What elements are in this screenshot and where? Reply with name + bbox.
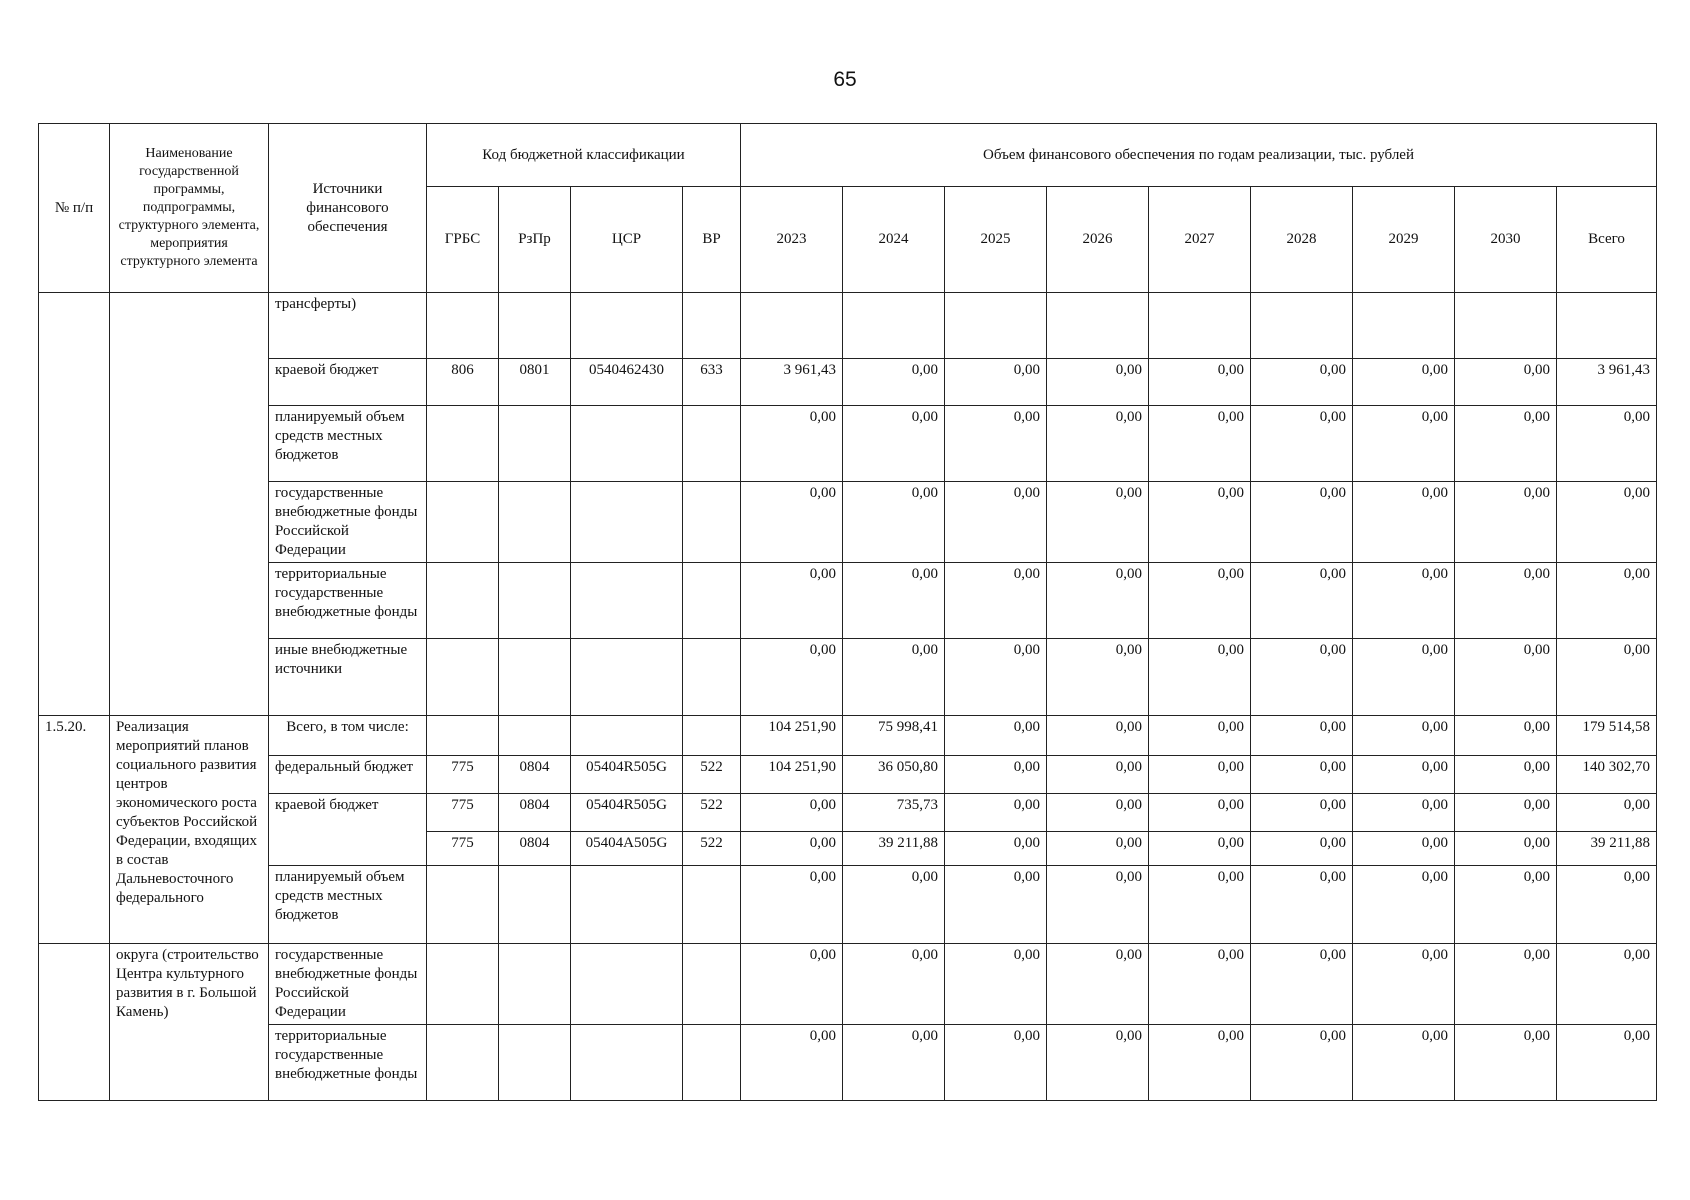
cell-value: 0,00 [945,832,1047,866]
table-row [39,406,1657,482]
cell-value: 140 302,70 [1557,756,1657,794]
cell-value: 0,00 [1251,359,1353,406]
cell-value: 0,00 [1557,482,1657,563]
cell-value: 0,00 [1149,944,1251,1025]
cell-source: трансферты) [269,293,427,359]
cell-value: 3 961,43 [1557,359,1657,406]
table-row [39,482,1657,563]
cell-value: 0,00 [843,639,945,716]
cell-rzpr: 0801 [499,359,571,406]
cell-csr [571,406,683,482]
cell-rzpr [499,563,571,639]
cell-value: 0,00 [843,866,945,944]
cell-csr [571,482,683,563]
cell-value: 0,00 [1047,794,1149,832]
cell-grbs: 775 [427,756,499,794]
cell-grbs [427,406,499,482]
cell-value: 0,00 [1251,832,1353,866]
header-num: № п/п [39,124,110,293]
cell-value: 0,00 [1251,1025,1353,1101]
cell-value [1047,293,1149,359]
cell-csr [571,944,683,1025]
cell-vr [683,482,741,563]
cell-value: 0,00 [1047,482,1149,563]
cell-value: 0,00 [1251,866,1353,944]
cell-value: 0,00 [741,1025,843,1101]
cell-value: 0,00 [945,716,1047,756]
cell-grbs [427,639,499,716]
cell-value: 0,00 [1455,866,1557,944]
cell-vr [683,639,741,716]
table-row [39,944,1657,1025]
cell-value: 0,00 [1455,359,1557,406]
cell-value: 0,00 [843,944,945,1025]
cell-source: планируемый объем средств местных бюджетов [269,866,427,944]
header-code-group: Код бюджетной классификации [427,124,741,187]
table-row [39,293,1657,359]
cell-rzpr [499,293,571,359]
cell-value [1353,293,1455,359]
cell-csr [571,716,683,756]
cell-name [110,293,269,716]
cell-value: 0,00 [1353,944,1455,1025]
cell-vr: 522 [683,832,741,866]
cell-vr: 633 [683,359,741,406]
cell-csr: 0540462430 [571,359,683,406]
header-year-2029: 2029 [1353,187,1455,293]
cell-value: 0,00 [1149,406,1251,482]
cell-value: 0,00 [945,639,1047,716]
cell-grbs: 775 [427,794,499,832]
cell-source: Всего, в том числе: [269,716,427,756]
cell-value: 0,00 [1557,639,1657,716]
cell-rzpr [499,866,571,944]
table-row [39,359,1657,406]
cell-grbs [427,293,499,359]
cell-value: 0,00 [741,944,843,1025]
cell-source: государственные внебюджетные фонды Российской Федерации [269,482,427,563]
cell-value: 0,00 [1353,406,1455,482]
cell-value: 0,00 [741,832,843,866]
cell-value: 179 514,58 [1557,716,1657,756]
header-vr: ВР [683,187,741,293]
cell-value: 0,00 [1047,639,1149,716]
header-source: Источники финансового обеспечения [269,124,427,293]
header-csr: ЦСР [571,187,683,293]
cell-value: 0,00 [1557,866,1657,944]
cell-source: государственные внебюджетные фонды Российской Федерации [269,944,427,1025]
cell-value: 0,00 [945,563,1047,639]
cell-csr [571,1025,683,1101]
cell-value [1455,293,1557,359]
cell-value: 0,00 [1251,756,1353,794]
cell-value: 0,00 [1251,794,1353,832]
cell-value: 0,00 [1251,716,1353,756]
cell-value: 0,00 [1047,406,1149,482]
cell-value: 0,00 [741,406,843,482]
cell-csr [571,866,683,944]
cell-value: 0,00 [945,359,1047,406]
budget-table [38,123,1657,1101]
cell-rzpr: 0804 [499,794,571,832]
cell-source: территориальные государственные внебюджетные фонды [269,563,427,639]
cell-value: 104 251,90 [741,716,843,756]
cell-value [843,293,945,359]
cell-vr [683,293,741,359]
cell-source: федеральный бюджет [269,756,427,794]
cell-rzpr [499,482,571,563]
cell-csr: 05404R505G [571,794,683,832]
cell-vr [683,944,741,1025]
table-row [39,794,1657,832]
cell-value: 0,00 [1047,944,1149,1025]
cell-grbs [427,866,499,944]
cell-value: 0,00 [1047,756,1149,794]
header-year-2023: 2023 [741,187,843,293]
cell-num [39,944,110,1101]
cell-value: 0,00 [1455,794,1557,832]
cell-value: 0,00 [1149,563,1251,639]
cell-value: 0,00 [1251,406,1353,482]
cell-value: 0,00 [1353,639,1455,716]
cell-value: 0,00 [1353,794,1455,832]
cell-value: 0,00 [843,563,945,639]
cell-value: 0,00 [1047,832,1149,866]
cell-value [1557,293,1657,359]
cell-value: 0,00 [1251,482,1353,563]
cell-value: 0,00 [1149,866,1251,944]
cell-value: 0,00 [1455,716,1557,756]
cell-value: 0,00 [1557,563,1657,639]
cell-value [945,293,1047,359]
cell-vr [683,716,741,756]
cell-grbs: 775 [427,832,499,866]
cell-num: 1.5.20. [39,716,110,944]
cell-value: 0,00 [1149,794,1251,832]
cell-value: 0,00 [1353,832,1455,866]
cell-value: 0,00 [741,866,843,944]
cell-value: 0,00 [1455,482,1557,563]
cell-csr: 05404A505G [571,832,683,866]
cell-rzpr: 0804 [499,832,571,866]
cell-value: 0,00 [1557,944,1657,1025]
cell-source: иные внебюджетные источники [269,639,427,716]
cell-grbs [427,716,499,756]
cell-value: 104 251,90 [741,756,843,794]
header-total: Всего [1557,187,1657,293]
cell-value: 0,00 [843,359,945,406]
cell-value: 0,00 [1047,359,1149,406]
cell-rzpr: 0804 [499,756,571,794]
cell-value: 0,00 [1455,406,1557,482]
cell-source: планируемый объем средств местных бюджетов [269,406,427,482]
cell-value: 0,00 [1455,832,1557,866]
header-volume-group: Объем финансового обеспечения по годам реализации, тыс. рублей [741,124,1657,187]
table-row [39,1025,1657,1101]
cell-vr [683,866,741,944]
cell-grbs [427,482,499,563]
header-year-2025: 2025 [945,187,1047,293]
cell-value [1149,293,1251,359]
cell-value: 0,00 [741,639,843,716]
cell-value: 0,00 [1557,1025,1657,1101]
cell-value: 0,00 [945,1025,1047,1101]
cell-value: 0,00 [1149,832,1251,866]
cell-value: 0,00 [945,482,1047,563]
cell-value: 3 961,43 [741,359,843,406]
cell-csr [571,563,683,639]
page-number: 65 [833,68,857,91]
cell-value: 0,00 [843,1025,945,1101]
cell-value: 0,00 [945,756,1047,794]
table-row [39,639,1657,716]
header-year-2024: 2024 [843,187,945,293]
cell-value: 39 211,88 [1557,832,1657,866]
cell-value: 36 050,80 [843,756,945,794]
cell-value [741,293,843,359]
cell-value: 0,00 [741,794,843,832]
cell-value: 0,00 [1149,756,1251,794]
cell-rzpr [499,406,571,482]
cell-vr [683,1025,741,1101]
cell-value: 0,00 [1455,944,1557,1025]
cell-value: 0,00 [1047,866,1149,944]
table-row [39,716,1657,756]
cell-source: краевой бюджет [269,359,427,406]
cell-value: 0,00 [1353,359,1455,406]
cell-value: 0,00 [1149,482,1251,563]
cell-value: 0,00 [1251,944,1353,1025]
header-grbs: ГРБС [427,187,499,293]
cell-value: 0,00 [1455,756,1557,794]
cell-value: 0,00 [945,944,1047,1025]
cell-value: 0,00 [1353,756,1455,794]
cell-value: 0,00 [945,406,1047,482]
cell-value: 0,00 [1047,563,1149,639]
header-year-2026: 2026 [1047,187,1149,293]
cell-grbs [427,1025,499,1101]
cell-num [39,293,110,716]
cell-value: 735,73 [843,794,945,832]
cell-value: 0,00 [1353,716,1455,756]
cell-value: 0,00 [741,563,843,639]
cell-value: 0,00 [1149,716,1251,756]
cell-source: краевой бюджет [269,794,427,866]
table-row [39,866,1657,944]
cell-value: 39 211,88 [843,832,945,866]
cell-value: 0,00 [1353,482,1455,563]
header-rzpr: РзПр [499,187,571,293]
table-row [39,756,1657,794]
header-name: Наименование государственной программы, подпрограммы, структурного элемента, мероприятия структурного элемента [110,124,269,293]
cell-csr [571,293,683,359]
cell-value: 0,00 [1557,794,1657,832]
cell-value: 0,00 [1149,639,1251,716]
cell-name: Реализация мероприятий планов социального развития центров экономического роста субъектов Российской Федерации, входящих в состав Дальневосточного федерального [110,716,269,944]
cell-vr: 522 [683,756,741,794]
cell-value: 0,00 [1557,406,1657,482]
cell-vr: 522 [683,794,741,832]
header-year-2027: 2027 [1149,187,1251,293]
cell-value: 0,00 [1455,639,1557,716]
cell-value: 0,00 [945,794,1047,832]
cell-source: территориальные государственные внебюджетные фонды [269,1025,427,1101]
cell-rzpr [499,944,571,1025]
cell-grbs: 806 [427,359,499,406]
cell-rzpr [499,716,571,756]
cell-value: 0,00 [1047,1025,1149,1101]
cell-value [1251,293,1353,359]
cell-csr: 05404R505G [571,756,683,794]
cell-csr [571,639,683,716]
cell-value: 0,00 [1251,639,1353,716]
cell-value: 0,00 [741,482,843,563]
cell-grbs [427,944,499,1025]
header-year-2028: 2028 [1251,187,1353,293]
cell-value: 0,00 [1149,1025,1251,1101]
cell-rzpr [499,639,571,716]
header-year-2030: 2030 [1455,187,1557,293]
cell-value: 0,00 [843,482,945,563]
cell-value: 0,00 [1251,563,1353,639]
cell-name: округа (строительство Центра культурного развития в г. Большой Камень) [110,944,269,1101]
cell-value: 0,00 [1353,866,1455,944]
cell-vr [683,406,741,482]
cell-value: 0,00 [1149,359,1251,406]
cell-value: 0,00 [1353,563,1455,639]
cell-rzpr [499,1025,571,1101]
cell-value: 0,00 [843,406,945,482]
cell-grbs [427,563,499,639]
cell-value: 75 998,41 [843,716,945,756]
cell-value: 0,00 [1455,563,1557,639]
cell-vr [683,563,741,639]
cell-value: 0,00 [1353,1025,1455,1101]
table-row [39,563,1657,639]
cell-value: 0,00 [945,866,1047,944]
cell-value: 0,00 [1455,1025,1557,1101]
cell-value: 0,00 [1047,716,1149,756]
